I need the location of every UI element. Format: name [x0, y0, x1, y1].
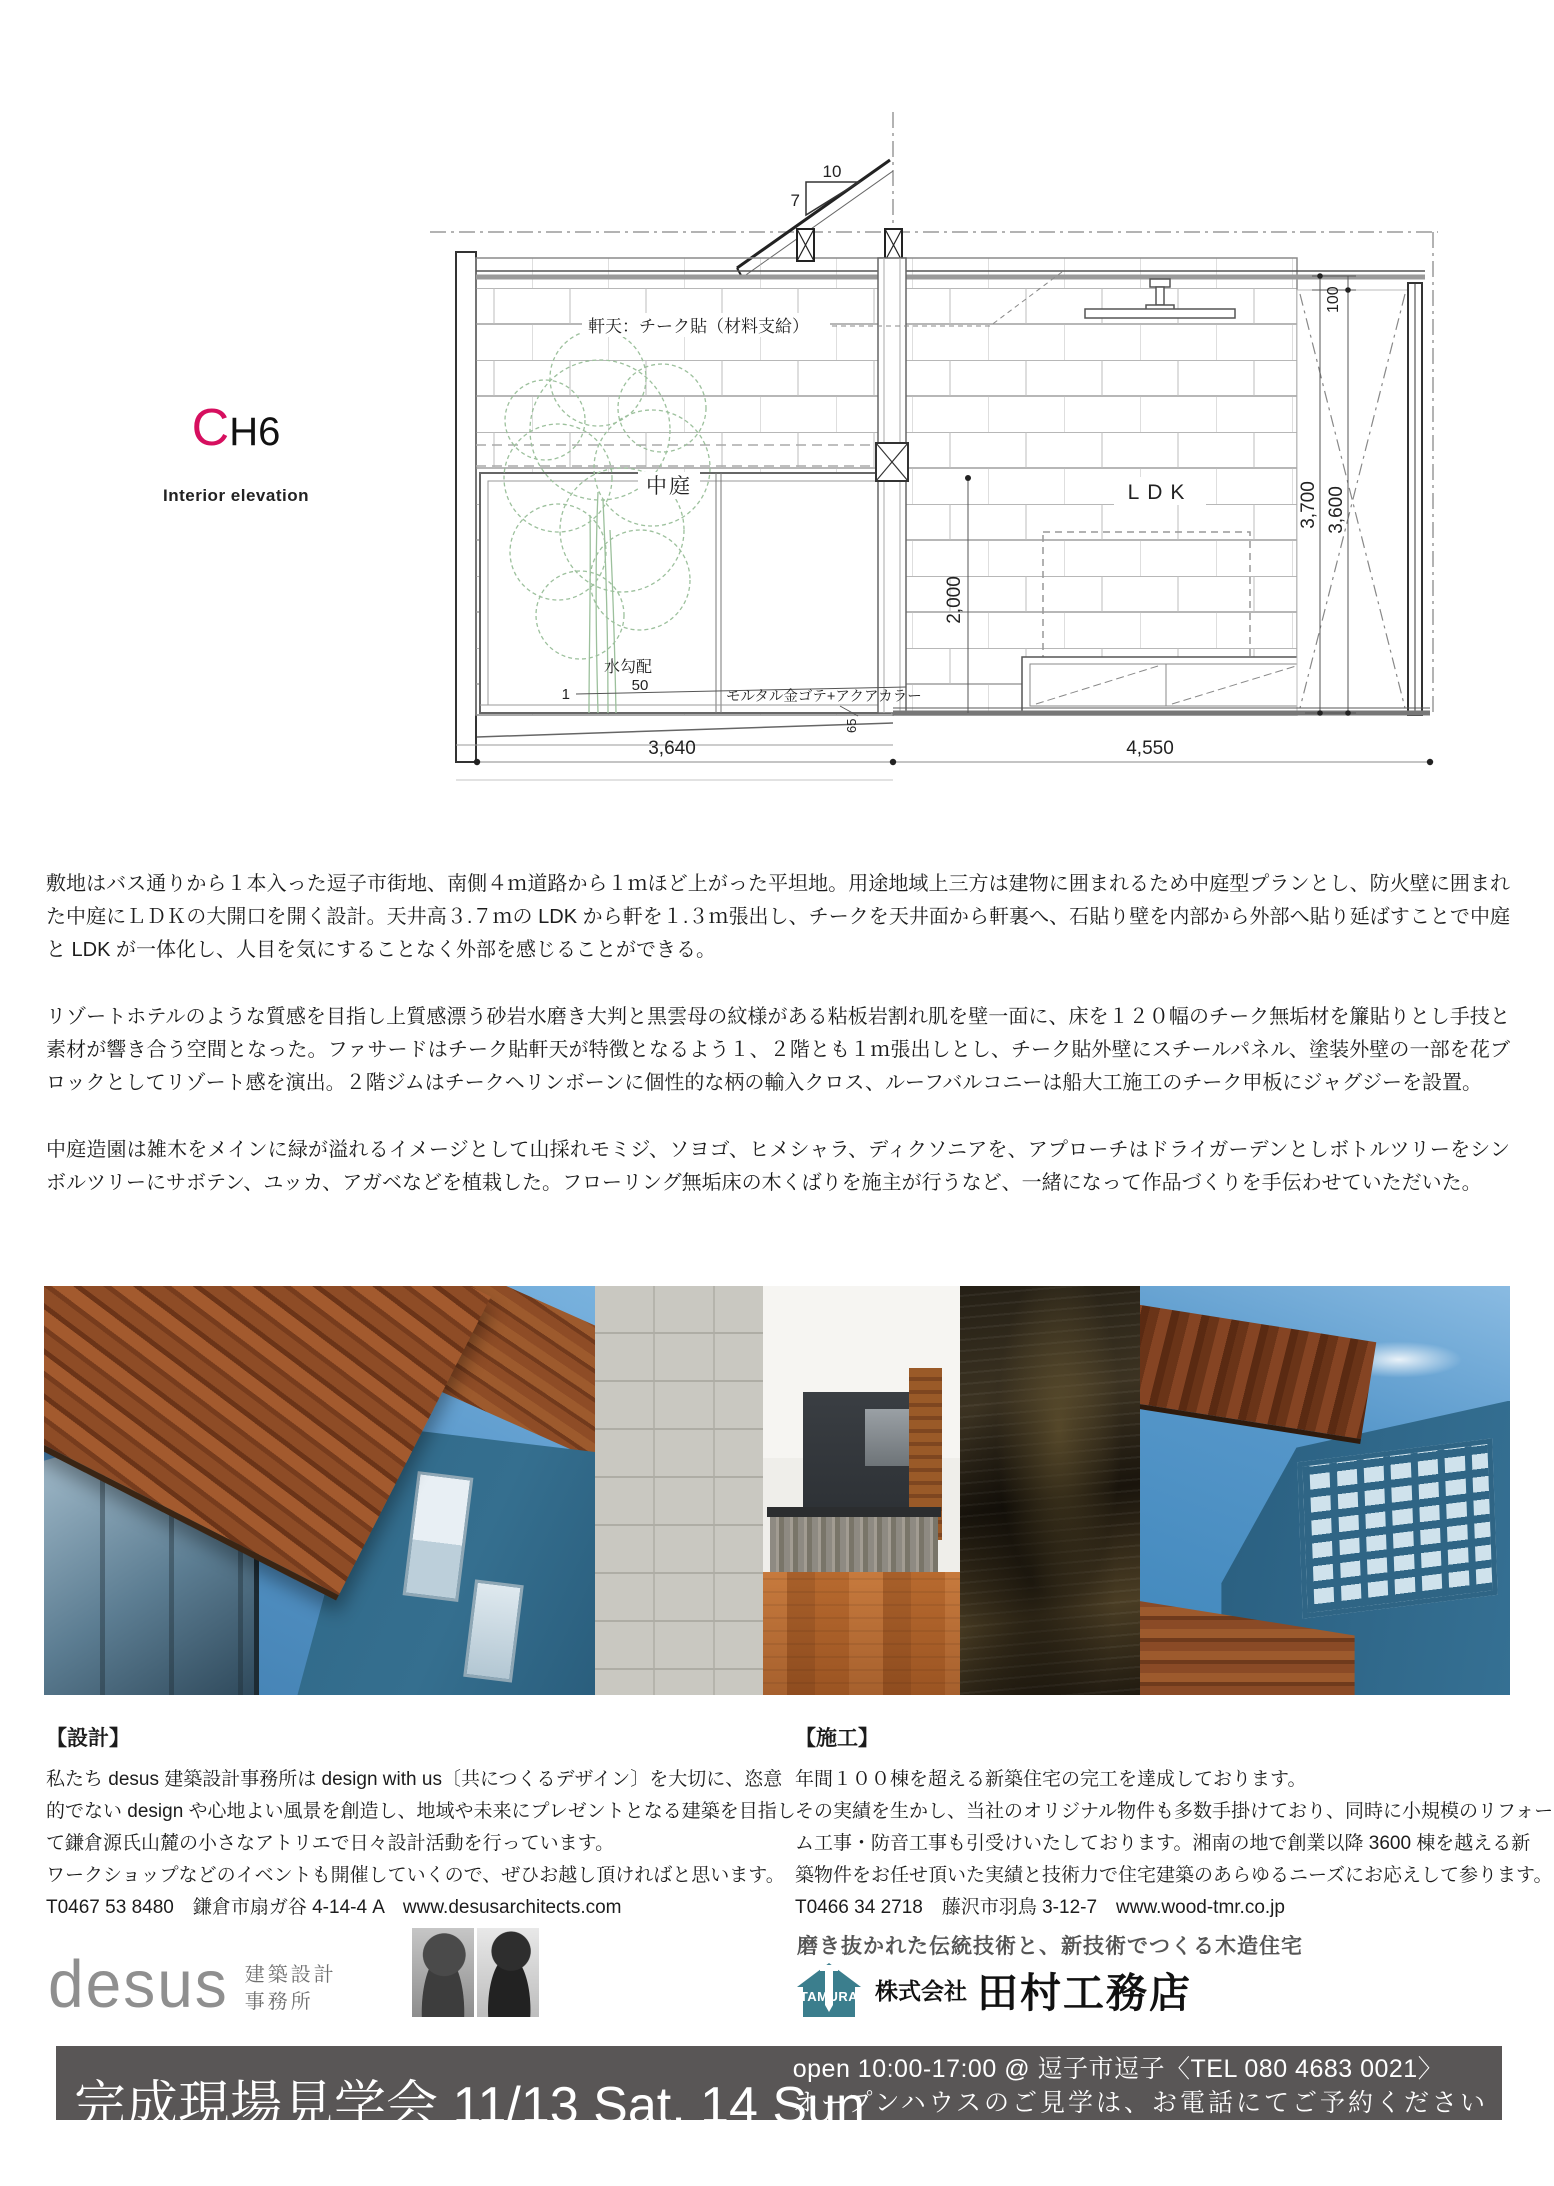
- tamura-tagline: 磨き抜かれた伝統技術と、新技術でつくる木造住宅: [797, 1934, 1303, 1958]
- drawing-title-c: C: [191, 399, 230, 457]
- event-title: 完成現場見学会 11/13 Sat, 14 Sun: [74, 2077, 865, 2135]
- svg-text:50: 50: [631, 677, 649, 694]
- event-banner: [56, 2046, 1502, 2135]
- tv-cabinet: [1022, 657, 1310, 713]
- photo-stone-texture: [960, 1286, 1140, 1695]
- svg-text:2,000: 2,000: [944, 576, 965, 624]
- left-wall-post: [456, 252, 476, 762]
- beam-sections: [797, 229, 902, 261]
- svg-text:水勾配: 水勾配: [603, 659, 653, 676]
- drawing-title-rest: H6: [229, 410, 281, 454]
- event-open-hours: open 10:00-17:00 @ 逗子市逗子〈TEL 080 4683 0021〉: [792, 2055, 1444, 2083]
- svg-text:3,700: 3,700: [1298, 481, 1319, 529]
- construction-line: ム工事・防音工事も引受けいたしております。湘南の地で創業以降 3600 棟を越える新: [795, 1833, 1531, 1854]
- design-contact: T0467 53 8480 鎌倉市扇ガ谷 4-14-4 A www.desusarchitects.com: [46, 1897, 622, 1918]
- design-line: ワークショップなどのイベントも開催していくので、ぜひお越し頂ければと思います。: [46, 1865, 785, 1886]
- svg-text:65: 65: [844, 718, 859, 733]
- stone-wall-photo: [595, 1286, 763, 1695]
- design-section: [46, 1722, 796, 1924]
- architect-portraits: [412, 1928, 539, 2017]
- desus-kanji: [245, 1952, 337, 2016]
- ldk-label: [1114, 477, 1206, 505]
- construction-line: 年間１００棟を超える新築住宅の完工を達成しております。: [795, 1769, 1307, 1790]
- construction-line: 築物件をお任せ頂いた実績と技術力で住宅建築のあらゆるニーズにお応えして参ります。: [795, 1865, 1553, 1886]
- svg-text:4,550: 4,550: [1126, 738, 1174, 759]
- tamura-company-name: 田村工務店: [977, 1970, 1192, 2016]
- photo-facade: [1140, 1286, 1510, 1695]
- construction-section: [795, 1722, 1554, 1924]
- desus-kanji-line2: 事務所: [244, 1991, 314, 2013]
- drawing-subtitle: Interior elevation: [163, 486, 309, 505]
- courtyard-opening: [480, 473, 890, 713]
- desus-wordmark: desus: [48, 1946, 229, 2022]
- svg-text:3,640: 3,640: [648, 738, 696, 759]
- photo-strip: [44, 1286, 1510, 1695]
- tamura-house-icon: [797, 1963, 861, 2017]
- description-block: [46, 868, 1510, 1234]
- range-hood: [865, 1409, 912, 1466]
- event-info: [793, 2054, 1488, 2118]
- svg-text:3,600: 3,600: [1326, 486, 1347, 534]
- elevation-drawing: [0, 0, 1554, 820]
- svg-text:軒天：チーク貼（材料支給）: 軒天：チーク貼（材料支給）: [588, 317, 809, 336]
- architect-photo-1: [412, 1928, 474, 2017]
- construction-heading: 【施工】: [795, 1727, 879, 1750]
- tamura-logo-row: [797, 1960, 1192, 2019]
- svg-text:10: 10: [822, 162, 842, 181]
- photo-courtyard: [44, 1286, 595, 1695]
- design-line: 的でない design や心地よい風景を創造し、地域や未来にプレゼントとなる建築を目指し: [46, 1801, 796, 1822]
- breeze-block-screen: [1298, 1438, 1498, 1619]
- desus-kanji-line1: 建築設計: [244, 1964, 337, 1986]
- paragraph-materials: リゾートホテルのような質感を目指し上質感漂う砂岩水磨き大判と黒雲母の紋様がある粘板岩割れ肌を壁一面に、床を１２０幅のチーク無垢材を簾貼りとし手技と素材が響き合う空間となった。ファサードはチーク貼軒天が特徴となるよう１、２階とも１ｍ張出しとし、チーク貼外壁にスチールパネル、塗装外壁の一部を花ブロックとしてリゾート感を演出。２階ジムはチークヘリンボーンに個性的な柄の輸入クロス、ルーフバルコニーは船大工施工のチーク甲板にジャグジーを設置。: [46, 1006, 1510, 1094]
- svg-text:中庭: 中庭: [646, 475, 692, 498]
- tamura-badge-text: TAMURA: [799, 1988, 859, 2004]
- svg-text:LDK: LDK: [1127, 481, 1193, 504]
- small-window: [402, 1471, 472, 1602]
- dimension-bottom: [474, 738, 1433, 765]
- photo-kitchen: [595, 1286, 960, 1695]
- paragraph-site: 敷地はバス通りから１本入った逗子市街地、南側４ｍ道路から１ｍほど上がった平坦地。用途地域上三方は建物に囲まれるため中庭型プランとし、防火壁に囲まれた中庭にＬＤＫの大開口を開く設計。天井高３.７ｍの LDK から軒を１.３ｍ張出し、チークを天井面から軒裏へ、石貼り壁を内部から外部へ貼り延ばすことで中庭と LDK が一体化し、人目を気にすることなく外部を感じることができる。: [46, 873, 1510, 961]
- architect-photo-2: [477, 1928, 539, 2017]
- desus-logo: [48, 1946, 337, 2022]
- tamura-company-prefix: 株式会社: [875, 1978, 967, 2004]
- svg-text:7: 7: [790, 191, 800, 210]
- svg-text:100: 100: [1325, 286, 1342, 313]
- svg-text:モルタル金ゴテ+アクアカラー: モルタル金ゴテ+アクアカラー: [726, 689, 922, 705]
- construction-contact: T0466 34 2718 藤沢市羽鳥 3-12-7 www.wood-tmr.co.jp: [795, 1897, 1285, 1918]
- design-line: 私たち desus 建築設計事務所は design with us〔共につくるデザイン〕を大切に、恣意: [46, 1769, 783, 1790]
- design-line: て鎌倉源氏山麓の小さなアトリエで日々設計活動を行っています。: [46, 1833, 615, 1854]
- small-window-lower: [464, 1579, 525, 1682]
- construction-line: その実績を生かし、当社のオリジナル物件も多数手掛けており、同時に小規模のリフォー: [795, 1801, 1554, 1822]
- stone-texture-blur: [960, 1286, 1140, 1695]
- floor-lines: [456, 708, 1430, 780]
- courtyard-label: [638, 472, 700, 499]
- svg-text:1: 1: [561, 686, 570, 703]
- design-heading: 【設計】: [46, 1727, 130, 1750]
- event-reservation-note: オープンハウスのご見学は、お電話にてご予約ください: [792, 2089, 1488, 2117]
- paragraph-garden: 中庭造園は雑木をメインに緑が溢れるイメージとして山採れモミジ、ソヨゴ、ヒメシャラ、ディクソニアを、アプローチはドライガーデンとしボトルツリーをシンボルツリーにサボテン、ユッカ、アガベなどを植栽した。フローリング無垢床の木くばりを施主が行うなど、一緒になって作品づくりを手伝わせていただいた。: [46, 1139, 1510, 1194]
